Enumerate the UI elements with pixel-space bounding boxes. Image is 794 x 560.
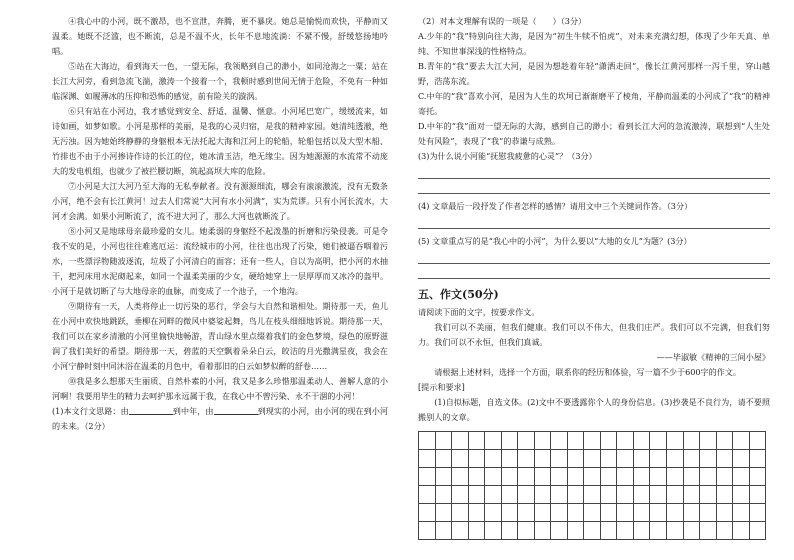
grid-cell[interactable] xyxy=(634,450,651,467)
grid-cell[interactable] xyxy=(568,522,585,539)
grid-cell[interactable] xyxy=(535,486,552,503)
grid-cell[interactable] xyxy=(700,486,717,503)
grid-cell[interactable] xyxy=(568,468,585,485)
grid-cell[interactable] xyxy=(419,450,436,467)
question-4: (4) 文章最后一段抒发了作者怎样的感情？请用文中三个关键词作答。（3分） xyxy=(418,201,693,211)
grid-row xyxy=(419,504,765,522)
grid-cell[interactable] xyxy=(485,432,502,449)
grid-row xyxy=(419,432,765,450)
question-1-mid: 到中年，由 xyxy=(172,406,214,416)
essay-quote: 我们可以不美丽，但我们健康。我们可以不伟大，但我们庄严。我们可以不完满，但我们努力。我们可以不永恒，但我们真诚。 xyxy=(418,322,770,347)
grid-cell[interactable] xyxy=(684,522,701,539)
grid-cell[interactable] xyxy=(436,468,453,485)
question-1-prefix: (1)本文行文思路：由 xyxy=(52,406,129,416)
grid-cell[interactable] xyxy=(684,432,701,449)
grid-cell[interactable] xyxy=(551,432,568,449)
grid-cell[interactable] xyxy=(452,468,469,485)
grid-cell[interactable] xyxy=(733,486,750,503)
grid-cell[interactable] xyxy=(601,486,618,503)
essay-prompt: 请根据上述材料，选择一个方面，联系你的经历和体验，写一篇不少于600字的作文。 xyxy=(434,367,742,377)
grid-cell[interactable] xyxy=(502,450,519,467)
grid-cell[interactable] xyxy=(700,450,717,467)
grid-cell[interactable] xyxy=(502,468,519,485)
grid-cell[interactable] xyxy=(650,432,667,449)
grid-cell[interactable] xyxy=(551,468,568,485)
grid-cell[interactable] xyxy=(419,468,436,485)
grid-cell[interactable] xyxy=(485,468,502,485)
grid-cell[interactable] xyxy=(601,522,618,539)
grid-cell[interactable] xyxy=(700,468,717,485)
grid-cell[interactable] xyxy=(469,432,486,449)
paragraph-8: ⑧小河又是地球母亲最珍爱的女儿。她柔弱的身躯经不起泼墨的折磨和污染侵袭。可是令我不安的是，小河也往往难逃厄运：流经城市的小河，往往也出现了污染，她们被逼吞咽着污水，一些漂浮物随波逐流，垃圾了小河清白的面容；还有一些人，自以为高明，把小河的水抽干，把河床用水泥砌起来，如同一个温柔美丽的少女，硬给她穿上一层厚厚而又冰冷的盔甲。小河于是就切断了与大地母亲的血脉，而变成了一个池子，一个地沟。 xyxy=(52,226,388,296)
grid-cell[interactable] xyxy=(750,468,766,485)
answer-line[interactable] xyxy=(418,179,770,194)
grid-cell[interactable] xyxy=(750,450,766,467)
essay-intro: 请阅读下面的文字，按要求作文。 xyxy=(418,307,540,317)
grid-cell[interactable] xyxy=(584,486,601,503)
grid-cell[interactable] xyxy=(584,468,601,485)
paragraph-4: ④我心中的小河，既不激昂，也不宣泄，奔腾，更不暴戾。她总是愉悦而欢快，平静而又温柔。她既不泛滥，也不断流，总是不温不火，长年不息地流淌：不紧不慢，舒缓悠扬地吟唱。 xyxy=(52,16,388,56)
grid-cell[interactable] xyxy=(634,486,651,503)
option-b: B.青年的“我”要去大江大河，是因为想趁着年轻“潇洒走回”，像长江黄河那样一泻千里，穿山越野，浩荡东流。 xyxy=(418,61,770,86)
grid-cell[interactable] xyxy=(518,504,535,521)
paragraph-9: ⑨期待有一天，人类将停止一切污染的恶行，学会与大自然和谐相处。期待那一天，鱼儿在小河中欢快地跳跃，垂柳在河畔的微风中婆娑起舞，鸟儿在枝头细细地诉说。期待那一天，我们可以在家乡清澈的小河里愉快地畅游，青山绿水里点缀着我们的金色梦境，绿色的原野滋润了我们美好的希望。期待那一天，碧蓝的天空飘着朵朵白云，皎洁的月光撒满星夜，我会在小河宁静时刻中同沐浴在温柔的月色中，看着那旧的白云如梦似醉的舒卷…… xyxy=(52,301,388,371)
question-1 xyxy=(52,404,388,434)
grid-cell[interactable] xyxy=(469,468,486,485)
grid-cell[interactable] xyxy=(650,522,667,539)
grid-cell[interactable] xyxy=(700,522,717,539)
grid-cell[interactable] xyxy=(551,486,568,503)
grid-cell[interactable] xyxy=(684,504,701,521)
grid-cell[interactable] xyxy=(502,504,519,521)
grid-cell[interactable] xyxy=(568,432,585,449)
answer-line[interactable] xyxy=(418,214,770,229)
answer-line[interactable] xyxy=(418,164,770,179)
grid-row xyxy=(419,486,765,504)
grid-cell[interactable] xyxy=(617,522,634,539)
grid-cell[interactable] xyxy=(436,450,453,467)
grid-cell[interactable] xyxy=(551,504,568,521)
paragraph-6: ⑥只有站在小河边，我才感觉到安全、舒适、温馨、惬意。小河尾巴宽广，缓缓流来，如诗如画，如梦如歌。小河是那样的美丽，是我的心灵归宿，是我的精神家园。她清纯透澈，绝无污浊。因为她始终静静的身躯根本无法托起大海和江河上的轮船，轮船包括以及大型木船、竹排也不由于小河掺诗作诗的长江的位，她冰清玉洁，绝无缘尘。因为她源源的水流常不动庞大的发电机组，也就少了被拦腰切断，筑起高坝大库的危险。 xyxy=(52,106,388,176)
essay-section-title: 五、作文(50分) xyxy=(418,288,499,301)
essay-grid[interactable] xyxy=(418,431,766,540)
grid-cell[interactable] xyxy=(650,486,667,503)
essay-tip: (1)自拟标题，自选文体。(2)文中不要透露你个人的身份信息。(3)抄袭是不良行为，请不要照搬别人的文章。 xyxy=(418,397,770,422)
option-c: C.中年的“我”喜欢小河，是因为人生的坎坷已渐渐磨平了棱角，平静而温柔的小河成了“我”的精神寄托。 xyxy=(418,91,770,116)
grid-cell[interactable] xyxy=(667,450,684,467)
grid-cell[interactable] xyxy=(419,504,436,521)
grid-cell[interactable] xyxy=(717,522,734,539)
grid-cell[interactable] xyxy=(717,504,734,521)
grid-row xyxy=(419,522,765,539)
grid-cell[interactable] xyxy=(750,522,766,539)
question-3: (3)为什么说小河能“抚慰我疲惫的心灵”？（3分） xyxy=(418,151,597,161)
grid-cell[interactable] xyxy=(568,504,585,521)
answer-line[interactable] xyxy=(418,264,770,279)
question-2: （2）对本文理解有误的一项是（ ）（3分） xyxy=(418,16,587,26)
essay-source: ——毕淑敏《精神的三间小屋》 xyxy=(656,352,770,362)
grid-cell[interactable] xyxy=(518,432,535,449)
paragraph-5: ⑤站在大海边，看到海天一色，一望无际，我领略到自己的渺小，如同沧海之一粟；站在长江大河旁，看到急流飞湍，激涛一个接着一个，我顿时感到世间无情于危险，不免有一种如临深渊、如履薄冰的压抑和恐怖的感觉，前有险关的漩涡。 xyxy=(52,61,388,101)
answer-blank-1[interactable] xyxy=(129,405,173,415)
grid-cell[interactable] xyxy=(452,432,469,449)
grid-cell[interactable] xyxy=(452,522,469,539)
grid-cell[interactable] xyxy=(584,432,601,449)
grid-cell[interactable] xyxy=(518,522,535,539)
option-a: A.少年的“我”特别向往大海，是因为“初生牛犊不怕虎”，对未来充满幻想，体现了少年天真、单纯、不知世事深浅的性格特点。 xyxy=(418,31,770,56)
grid-cell[interactable] xyxy=(601,432,618,449)
question-5: (5) 文章重点写的是“我心中的小河”，为什么要以“大地的女儿”为题？(3分） xyxy=(418,236,692,246)
grid-cell[interactable] xyxy=(667,522,684,539)
grid-cell[interactable] xyxy=(617,432,634,449)
grid-cell[interactable] xyxy=(700,504,717,521)
grid-cell[interactable] xyxy=(469,522,486,539)
grid-cell[interactable] xyxy=(469,504,486,521)
grid-cell[interactable] xyxy=(617,468,634,485)
grid-cell[interactable] xyxy=(634,432,651,449)
grid-cell[interactable] xyxy=(750,504,766,521)
grid-cell[interactable] xyxy=(436,522,453,539)
grid-cell[interactable] xyxy=(684,450,701,467)
grid-cell[interactable] xyxy=(667,468,684,485)
grid-cell[interactable] xyxy=(733,450,750,467)
answer-line[interactable] xyxy=(418,249,770,264)
grid-cell[interactable] xyxy=(551,522,568,539)
grid-cell[interactable] xyxy=(667,504,684,521)
grid-cell[interactable] xyxy=(733,432,750,449)
grid-row xyxy=(419,450,765,468)
grid-cell[interactable] xyxy=(667,486,684,503)
grid-cell[interactable] xyxy=(700,432,717,449)
grid-cell[interactable] xyxy=(717,468,734,485)
grid-cell[interactable] xyxy=(684,468,701,485)
paragraph-10: ⑩我是多么想那天生丽质、自然朴素的小河，我又是多么珍惜那温柔动人、善解人意的小河啊！我要用毕生的精力去呵护那永远属于我，在我心中不曾污染、永不干涸的小河！ xyxy=(52,376,388,401)
grid-cell[interactable] xyxy=(485,450,502,467)
grid-cell[interactable] xyxy=(684,486,701,503)
grid-cell[interactable] xyxy=(535,522,552,539)
grid-cell[interactable] xyxy=(617,486,634,503)
grid-cell[interactable] xyxy=(617,450,634,467)
grid-cell[interactable] xyxy=(485,504,502,521)
grid-cell[interactable] xyxy=(535,504,552,521)
right-column xyxy=(418,14,770,540)
grid-cell[interactable] xyxy=(568,450,585,467)
grid-cell[interactable] xyxy=(733,468,750,485)
grid-cell[interactable] xyxy=(535,468,552,485)
grid-cell[interactable] xyxy=(568,486,585,503)
grid-cell[interactable] xyxy=(733,522,750,539)
grid-cell[interactable] xyxy=(601,450,618,467)
grid-cell[interactable] xyxy=(518,486,535,503)
grid-cell[interactable] xyxy=(584,522,601,539)
left-column xyxy=(52,14,388,434)
grid-cell[interactable] xyxy=(717,486,734,503)
grid-cell[interactable] xyxy=(650,468,667,485)
grid-cell[interactable] xyxy=(419,522,436,539)
grid-cell[interactable] xyxy=(717,450,734,467)
grid-cell[interactable] xyxy=(469,486,486,503)
grid-cell[interactable] xyxy=(452,486,469,503)
grid-cell[interactable] xyxy=(452,504,469,521)
grid-cell[interactable] xyxy=(650,504,667,521)
grid-cell[interactable] xyxy=(469,450,486,467)
grid-cell[interactable] xyxy=(733,504,750,521)
grid-cell[interactable] xyxy=(518,450,535,467)
grid-cell[interactable] xyxy=(535,450,552,467)
grid-cell[interactable] xyxy=(485,522,502,539)
grid-cell[interactable] xyxy=(452,450,469,467)
grid-cell[interactable] xyxy=(601,504,618,521)
grid-cell[interactable] xyxy=(650,450,667,467)
grid-cell[interactable] xyxy=(535,432,552,449)
grid-cell[interactable] xyxy=(584,504,601,521)
grid-cell[interactable] xyxy=(502,432,519,449)
grid-cell[interactable] xyxy=(502,486,519,503)
grid-cell[interactable] xyxy=(750,432,766,449)
grid-cell[interactable] xyxy=(717,432,734,449)
grid-cell[interactable] xyxy=(617,504,634,521)
grid-cell[interactable] xyxy=(419,432,436,449)
grid-cell[interactable] xyxy=(551,450,568,467)
grid-cell[interactable] xyxy=(436,486,453,503)
grid-row xyxy=(419,468,765,486)
grid-cell[interactable] xyxy=(634,522,651,539)
grid-cell[interactable] xyxy=(436,432,453,449)
grid-cell[interactable] xyxy=(518,468,535,485)
answer-blank-2[interactable] xyxy=(214,405,258,415)
grid-cell[interactable] xyxy=(667,432,684,449)
grid-cell[interactable] xyxy=(436,504,453,521)
essay-tip-label: [提示和要求] xyxy=(418,382,465,392)
grid-cell[interactable] xyxy=(419,486,436,503)
grid-cell[interactable] xyxy=(750,486,766,503)
paragraph-7: ⑦小河是大江大河乃至大海的无私奉献者。没有源源细流，哪会有滚滚激流，没有无数条小河，绝不会有长江黄河！过去人们常说“大河有水小河满”，实为荒谬。只有小河长流水，大河才会满。如果小河断流了，流不进大河了，那么大河也就断流了。 xyxy=(52,181,388,221)
grid-cell[interactable] xyxy=(584,450,601,467)
grid-cell[interactable] xyxy=(601,468,618,485)
question-1-suffix: 到现实的小河，由小河的现在到小河的未来。（2分） xyxy=(52,406,388,431)
grid-cell[interactable] xyxy=(634,504,651,521)
grid-cell[interactable] xyxy=(502,522,519,539)
grid-cell[interactable] xyxy=(634,468,651,485)
grid-cell[interactable] xyxy=(485,486,502,503)
option-d: D.中年的“我”面对一望无际的大海，感到自己的渺小；看到长江大河的急流激涛，联想到“人生处处有风险”，表现了“我”的恭谦与成熟。 xyxy=(418,121,770,146)
